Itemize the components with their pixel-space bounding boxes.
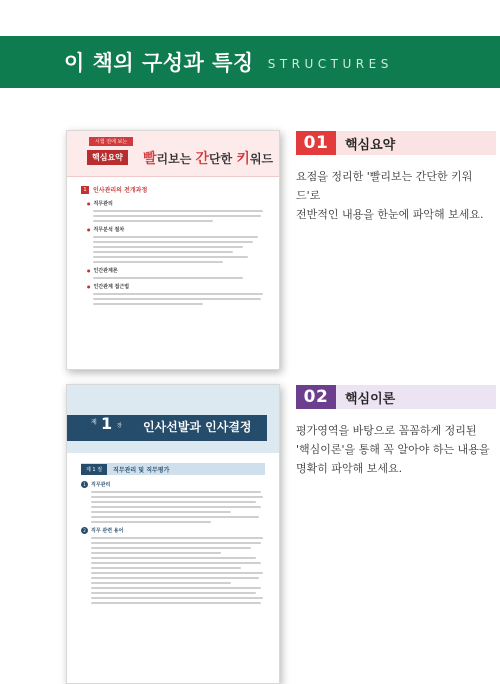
feature-description-line: '핵심이론'을 통해 꼭 알아야 하는 내용을	[296, 443, 490, 456]
feature-description-line: 전반적인 내용을 한눈에 파악해 보세요.	[296, 208, 484, 221]
text-line	[93, 210, 263, 212]
summary-bullet: ● 인간관계 접근법	[87, 283, 265, 290]
text-line	[91, 537, 263, 539]
text-line	[91, 567, 241, 569]
feature-description-line: 요점을 정리한 '빨리보는 간단한 키워드'로	[296, 170, 473, 202]
text-line	[93, 251, 233, 253]
text-line	[91, 501, 256, 503]
summary-page-title: 빨리보는 간단한 키워드	[143, 151, 274, 167]
text-line	[93, 241, 253, 243]
item-number-icon: 2	[81, 527, 88, 534]
text-line	[91, 577, 259, 579]
feature-description	[296, 167, 496, 224]
theory-page-body	[67, 453, 279, 604]
summary-chapter-tag: 시험 전에 보는	[89, 137, 133, 146]
text-line	[91, 597, 263, 599]
theory-page-header	[67, 385, 279, 453]
chapter-title: 인사선발과 인사결정	[143, 420, 252, 434]
text-line	[91, 542, 261, 544]
banner-subtitle: STRUCTURES	[267, 57, 393, 71]
text-line	[91, 582, 231, 584]
summary-bullet: ● 직무분석 절차	[87, 226, 265, 233]
text-line	[91, 602, 261, 604]
chapter-number: 1	[101, 414, 113, 433]
text-line	[93, 246, 243, 248]
feature-description-line: 평가영역을 바탕으로 꼼꼼하게 정리된	[296, 424, 477, 437]
feature-number: 01	[296, 131, 336, 155]
theory-item-title: 직무관리	[91, 482, 111, 488]
text-line	[91, 587, 261, 589]
section-title: 직무관리 및 직무평가	[113, 466, 170, 474]
text-line	[93, 277, 243, 279]
summary-bullet: ● 직무관리	[87, 200, 265, 207]
feature-description	[296, 421, 496, 478]
summary-bullet: ● 인간관계론	[87, 267, 265, 274]
theory-item	[81, 481, 265, 488]
section-heading	[81, 463, 265, 475]
theory-page-preview	[66, 384, 280, 684]
feature-summary	[296, 131, 496, 224]
text-line	[91, 491, 261, 493]
text-line	[91, 516, 259, 518]
text-line	[93, 293, 263, 295]
text-line	[93, 236, 258, 238]
text-line	[93, 261, 223, 263]
text-line	[93, 303, 203, 305]
text-line	[91, 496, 263, 498]
text-line	[91, 552, 221, 554]
feature-number: 02	[296, 385, 336, 409]
text-line	[93, 256, 248, 258]
theory-item	[81, 527, 265, 534]
feature-header	[296, 385, 496, 409]
text-line	[91, 511, 231, 513]
section-tag: 제 1 절	[81, 464, 107, 475]
summary-section-title: 인사관리의 전개과정	[93, 187, 148, 194]
feature-label: 핵심요약	[336, 131, 496, 155]
feature-description-line: 명확히 파악해 보세요.	[296, 462, 403, 475]
theory-item-title: 직무 관련 용어	[91, 528, 124, 534]
summary-page-preview	[66, 130, 280, 370]
summary-section-number: 1	[81, 186, 89, 194]
text-line	[91, 572, 263, 574]
text-line	[91, 592, 256, 594]
summary-section-heading	[81, 185, 265, 194]
chapter-prefix: 제	[91, 419, 97, 426]
chapter-suffix: 장	[117, 423, 122, 429]
feature-theory	[296, 385, 496, 478]
item-number-icon: 1	[81, 481, 88, 488]
text-line	[91, 547, 251, 549]
text-line	[93, 220, 213, 222]
summary-page-body	[67, 177, 279, 305]
banner-title: 이 책의 구성과 특징	[64, 51, 254, 75]
title-banner	[0, 36, 500, 88]
text-line	[91, 562, 261, 564]
text-line	[91, 557, 256, 559]
feature-label: 핵심이론	[336, 385, 496, 409]
text-line	[91, 521, 211, 523]
text-line	[93, 298, 261, 300]
summary-tag: 핵심요약	[87, 150, 128, 165]
text-line	[93, 215, 261, 217]
text-line	[91, 506, 261, 508]
summary-page-header	[67, 131, 279, 177]
feature-header	[296, 131, 496, 155]
